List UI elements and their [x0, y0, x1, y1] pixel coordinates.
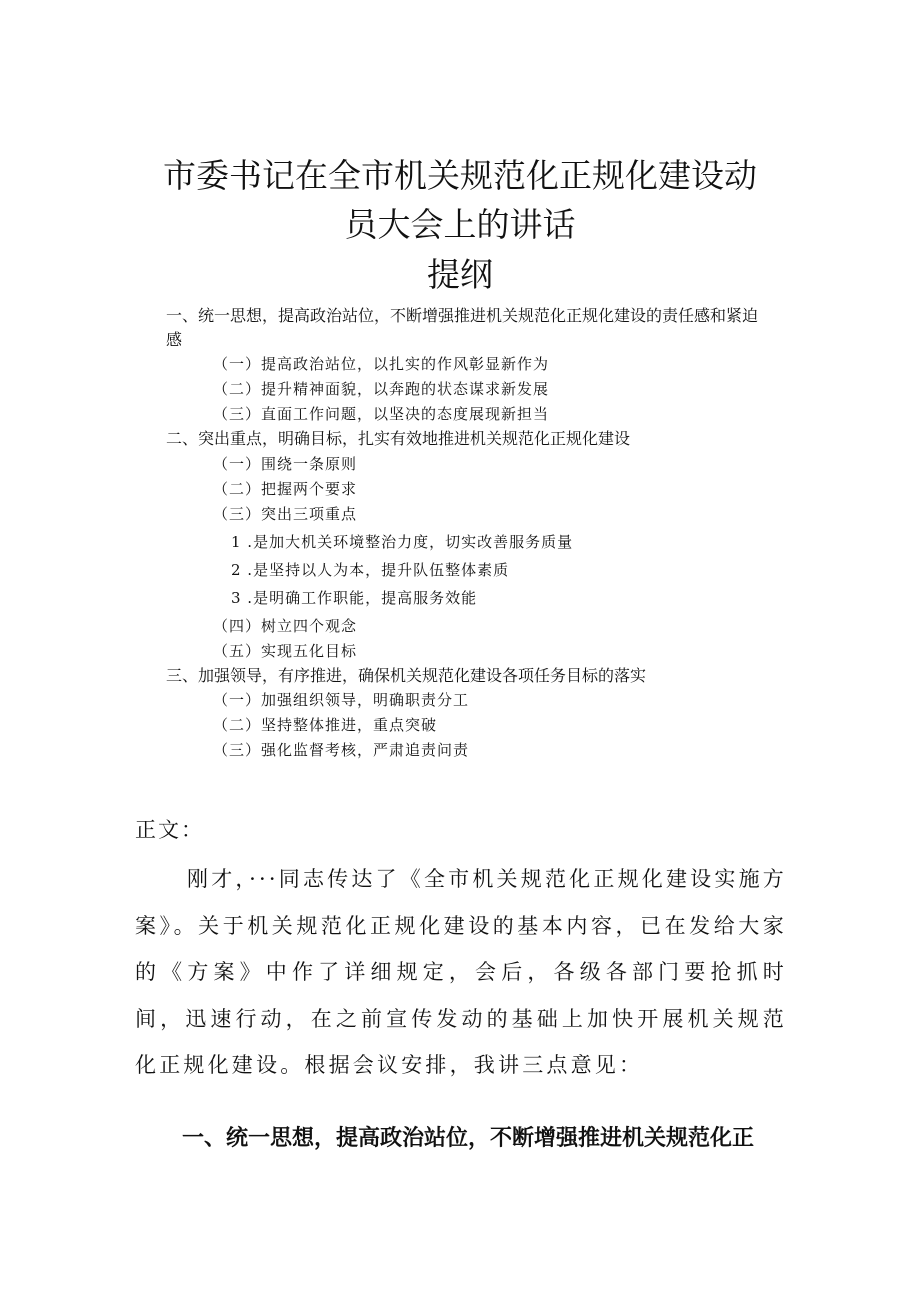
outline-item: （五）实现五化目标 — [213, 642, 358, 660]
outline-heading-3: 三、加强领导，有序推进，确保机关规范化建设各项任务目标的落实 — [166, 666, 647, 685]
outline-numbered-item: 2 .是坚持以人为本，提升队伍整体素质 — [231, 561, 510, 579]
outline-title: 提纲 — [427, 255, 493, 294]
body-paragraph: 刚才，···同志传达了《全市机关规范化正规化建设实施方案》。关于机关规范化正规化建设的基本内容，已在发给大家的《方案》中作了详细规定，会后，各级各部门要抢抓时间，迅速行动，在之前宣传发动的基础上加快开展机关规范化正规化建设。根据会议安排，我讲三点意见： — [135, 867, 787, 1077]
outline-heading-1-continued: 感 — [166, 330, 183, 349]
outline-item: （三）强化监督考核，严肃追责问责 — [213, 741, 470, 759]
outline-item: （一）加强组织领导，明确职责分工 — [213, 691, 470, 709]
outline-item: （二）坚持整体推进，重点突破 — [213, 716, 438, 734]
outline-item: （二）提升精神面貌，以奔跑的状态谋求新发展 — [213, 380, 550, 398]
outline-numbered-item: 1 .是加大机关环境整治力度，切实改善服务质量 — [231, 533, 574, 551]
outline-numbered-item: 3 .是明确工作职能，提高服务效能 — [231, 589, 478, 607]
outline-heading-1: 一、统一思想，提高政治站位，不断增强推进机关规范化正规化建设的责任感和紧迫 — [166, 306, 759, 325]
body-label: 正文： — [135, 818, 204, 842]
outline-item: （一）提高政治站位，以扎实的作风彰显新作为 — [213, 355, 550, 373]
outline-item: （一）围绕一条原则 — [213, 455, 358, 473]
outline-item: （三）突出三项重点 — [213, 505, 358, 523]
outline-item: （四）树立四个观念 — [213, 617, 358, 635]
body-section-heading-1: 一、统一思想，提高政治站位，不断增强推进机关规范化正 — [182, 1126, 755, 1151]
outline-heading-2: 二、突出重点，明确目标，扎实有效地推进机关规范化正规化建设 — [166, 429, 631, 448]
title-line-1: 市委书记在全市机关规范化正规化建设动 — [163, 156, 757, 195]
outline-item: （三）直面工作问题，以坚决的态度展现新担当 — [213, 405, 550, 423]
outline-item: （二）把握两个要求 — [213, 480, 358, 498]
title-line-2: 员大会上的讲话 — [344, 205, 576, 244]
